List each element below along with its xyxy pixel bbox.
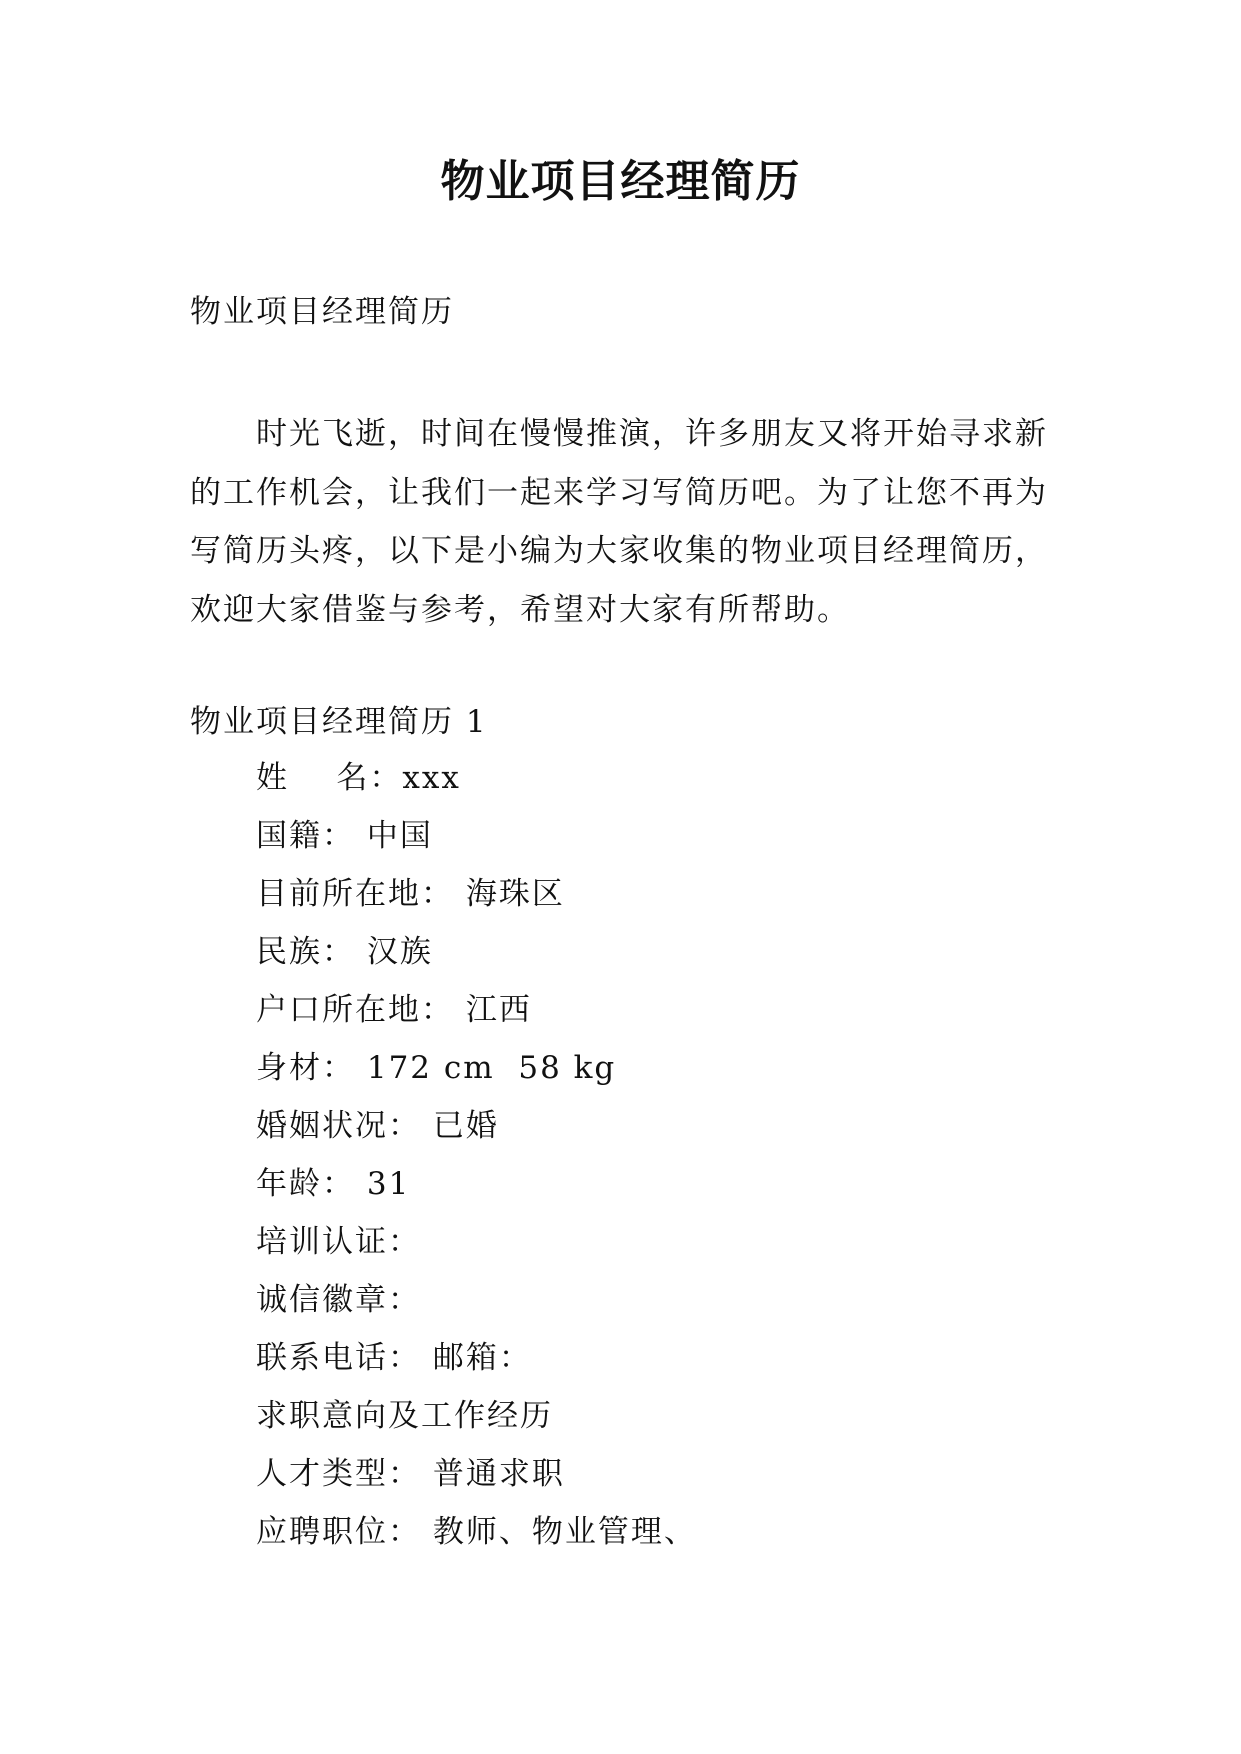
field-age: 年龄： 31 — [256, 1166, 411, 1202]
field-hukou-location: 户口所在地： 江西 — [256, 992, 532, 1028]
field-applied-position: 应聘职位： 教师、物业管理、 — [256, 1514, 697, 1550]
field-marital-status: 婚姻状况： 已婚 — [256, 1108, 499, 1144]
document-subtitle: 物业项目经理简历 — [190, 294, 454, 330]
field-integrity-badge: 诚信徽章： — [256, 1282, 421, 1318]
section-heading: 物业项目经理简历 1 — [190, 704, 488, 740]
resume-field-list — [256, 758, 697, 1570]
field-ethnicity: 民族： 汉族 — [256, 934, 433, 970]
intro-line: 的工作机会，让我们一起来学习写简历吧。为了让您不再为 — [190, 474, 1048, 511]
field-job-intention-heading: 求职意向及工作经历 — [256, 1398, 553, 1434]
field-training-certification: 培训认证： — [256, 1224, 421, 1260]
field-physique: 身材： 172 cm 58 kg — [256, 1050, 617, 1086]
field-nationality: 国籍： 中国 — [256, 818, 433, 854]
field-current-location: 目前所在地： 海珠区 — [256, 876, 565, 912]
field-name: 姓 名：xxx — [256, 760, 461, 796]
field-talent-type: 人才类型： 普通求职 — [256, 1456, 565, 1492]
page-title: 物业项目经理简历 — [440, 156, 801, 207]
intro-line: 写简历头疼，以下是小编为大家收集的物业项目经理简历， — [190, 533, 1048, 569]
intro-line: 时光飞逝，时间在慢慢推演，许多朋友又将开始寻求新 — [256, 416, 1048, 452]
intro-line: 欢迎大家借鉴与参考，希望对大家有所帮助。 — [190, 591, 850, 628]
intro-paragraph — [190, 405, 1080, 639]
field-contact: 联系电话： 邮箱： — [256, 1340, 532, 1376]
